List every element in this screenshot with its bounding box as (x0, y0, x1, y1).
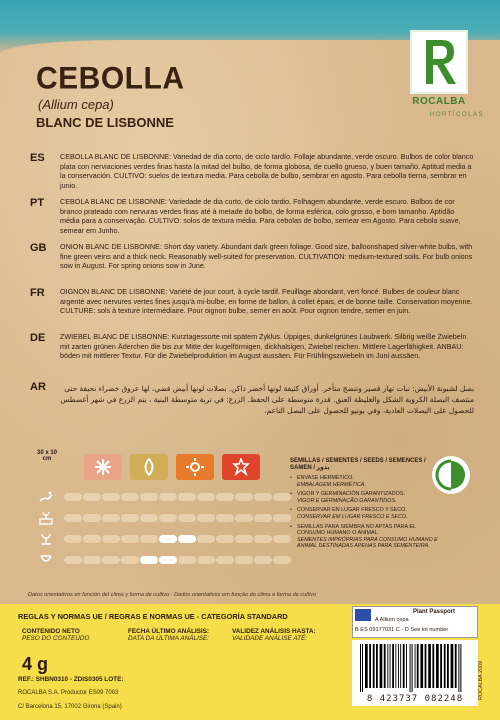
analysis-validity-label: VALIDEZ ANÁLISIS HASTA: VALIDADE ANÁLISE ATÉ: (232, 628, 316, 643)
side-code: ROCALBA 2009 (478, 661, 484, 700)
plant-passport-title: Plant Passport (413, 609, 456, 615)
sowing-calendar (36, 450, 291, 588)
calendar-month-cell (235, 514, 253, 522)
language-code: AR (30, 381, 46, 393)
barcode-bar (387, 644, 388, 688)
barcode-bar (412, 644, 413, 692)
barcode-bar (373, 644, 375, 688)
brand-logo (404, 30, 490, 122)
calendar-month-cell (102, 514, 120, 522)
barcode-bar (444, 644, 446, 688)
analysis-date-label: FECHA ÚLTIMO ANÁLISIS: DATA DA ÚLTIMA ANÁLISE: (128, 628, 210, 643)
description-fr (30, 287, 475, 316)
description-text: CEBOLLA BLANC DE LISBONNE: Variedad de día corto, de ciclo tardío. Follaje abundante, verde oscuro. Bulbos de color blanco plata con nerviaciones verdes finas hasta la mitad del bulbo, de forma globosa, de cuello grueso, y buen tamaño. Aptitud media a la conservación. CULTIVO: suelos de textura media. Para cebolla de bulbo, sembrar en agosto. Para cebolla tierna, sembrar en junio. (60, 152, 474, 191)
barcode-bar (451, 644, 454, 688)
barcode-bar (390, 644, 391, 688)
barcode-number: 8 423737 082248 (366, 694, 464, 704)
transplant-icon (36, 530, 56, 547)
calendar-month-cell (121, 514, 139, 522)
calendar-month-cell (197, 493, 215, 501)
calendar-month-cell (216, 556, 234, 564)
barcode-bar (369, 644, 371, 688)
barcode (352, 640, 478, 706)
seeds-info-item: • SEMILLAS PARA SIEMBRA NO APTAS PARA EL CONSUMO HUMANO O ANIMAL. SEMENTES IMPRÓPRIAS PARA CONSUMO HUMANO E ANIMAL DESTINADAS APENAS PARA SEMENTEIRA. (290, 524, 440, 550)
barcode-bar (425, 644, 427, 688)
plant-spacing: 30 x 10 cm (36, 450, 58, 462)
net-content-label: CONTENIDO NETO PESO DO CONTEÚDO (22, 628, 90, 643)
barcode-bar (392, 644, 394, 688)
calendar-row (36, 488, 291, 505)
barcode-bar (360, 644, 361, 692)
brand-name: ROCALBA (412, 96, 466, 107)
calendar-month-cell (83, 556, 101, 564)
calendar-month-cell (216, 514, 234, 522)
description-ar: بصل لشبونة الأبيض: نبات نهار قصير وتنضج متأخر. أوراق كثيفة لونها أخضر داكن. بصلات لونها أبيض فضي، لها عروق خضراء نحيفة حتى منتصف البصلة الكروية الشكل والغليظة العنق. قدرة متوسطة على الحفظ. الزرع: في تربة متوسطة البنية ، يتم الزرع في شهر أغسطس للحصول على البصلات العادية، وفي يونيو للحصول على البصل الناعم. (60, 384, 474, 415)
calendar-month-cell (197, 535, 215, 543)
net-weight: 4 g (22, 654, 49, 674)
barcode-bar (376, 644, 378, 688)
calendar-month-cell (64, 535, 82, 543)
climate-icons (84, 454, 260, 480)
calendar-month-cell (254, 535, 272, 543)
calendar-month-cell (178, 514, 196, 522)
language-code: GB (30, 242, 47, 254)
calendar-row (36, 509, 291, 526)
calendar-month-cell (235, 556, 253, 564)
calendar-month-cell (178, 493, 196, 501)
calendar-month-cell (83, 535, 101, 543)
barcode-bar (432, 644, 434, 688)
seeds-info-item: • VIGOR Y GERMINACIÓN GARANTIZADOS. VIGOR E GERMINAÇÃO GARANTIDOS. (290, 491, 440, 504)
calendar-month-cell (178, 556, 196, 564)
calendar-month-cell (235, 535, 253, 543)
calendar-month-cell (178, 535, 196, 543)
calendar-month-cell (64, 514, 82, 522)
barcode-bar (410, 644, 411, 692)
calendar-month-cell (121, 493, 139, 501)
description-pt (30, 197, 475, 236)
hot-climate-icon (222, 454, 260, 480)
company-address: C/ Barcelona 15, 17002 Girona (Spain) (18, 704, 122, 710)
warm-climate-icon (176, 454, 214, 480)
harvest-icon (36, 551, 56, 568)
barcode-bar (428, 644, 431, 688)
barcode-bar (455, 644, 457, 688)
seeds-info-title: SEMILLAS / SEMENTES / SEEDS / SEMENCES / SAMEN / بذور (290, 458, 426, 471)
calendar-month-cell (273, 535, 291, 543)
description-gb (30, 242, 475, 271)
language-code: FR (30, 287, 45, 299)
barcode-bar (420, 644, 423, 688)
calendar-row (36, 551, 291, 568)
plant-passport-line: A Allium cepa (375, 617, 409, 623)
calendar-month-cell (159, 535, 177, 543)
logo-r-icon (410, 30, 468, 94)
barcode-bar (436, 644, 439, 688)
company-line: ROCALBA S.A. Productor ES09 7003 (18, 690, 119, 696)
barcode-bar (406, 644, 407, 688)
seeds-info-item: • ENVASE HERMÉTICO. EMBALAGEM HERMÉTICA. (290, 475, 440, 488)
calendar-month-cell (64, 493, 82, 501)
barcode-bar (365, 644, 368, 688)
language-code: PT (30, 197, 45, 209)
barcode-bar (362, 644, 363, 692)
calendar-month-cell (140, 514, 158, 522)
seeds-info (290, 458, 440, 553)
calendar-month-cell (102, 535, 120, 543)
product-variety: BLANC DE LISBONNE (36, 115, 174, 130)
barcode-bar (447, 644, 449, 688)
calendar-month-cell (102, 493, 120, 501)
calendar-month-cell (254, 514, 272, 522)
barcode-bar (384, 644, 386, 688)
description-es (30, 152, 475, 191)
sowing-hand-icon (36, 488, 56, 505)
language-code: DE (30, 332, 46, 344)
description-text: ONION BLANC DE LISBONNE: Short day variety. Abundant dark green foliage. Good size, balloonshaped silver-white bulbs, with fine green veins and a thick neck. Reasonably well-suited for preservation. CULTIVATION: medium-textured soils. For bulb onions sow in August. For spring onions sow in June. (60, 242, 473, 271)
calendar-month-cell (83, 514, 101, 522)
calendar-month-cell (273, 556, 291, 564)
language-code: ES (30, 152, 45, 164)
barcode-bars (356, 644, 474, 694)
reference-code: REF.: SHBN0310 - ZDIS0305 LOTE: (18, 676, 124, 683)
temperate-climate-icon (130, 454, 168, 480)
barcode-bar (417, 644, 419, 688)
plant-passport (352, 606, 478, 638)
calendar-month-cell (159, 493, 177, 501)
description-text: CEBOLA BLANC DE LISBONNE: Variedade de dia curto, de ciclo tardio. Folhagem abundante, verde escuro. Bolbos de cor branco prateado com nervuras verdes finas até à metade do bolbo, de forma esférica, colo grosso, e bom tamanho. Aptidão média para a conservação. CULTIVO: solos de textura média. Para cebolas de bolbo, semear em Agosto. Para cebola suave, semear em Junho. (60, 197, 461, 236)
barcode-bar (380, 644, 383, 688)
plant-passport-line: B ES 09177031 C - D See lot number (355, 627, 449, 633)
calendar-month-cell (254, 493, 272, 501)
calendar-month-cell (140, 493, 158, 501)
product-title: CEBOLLA (36, 61, 185, 96)
description-ar-code (30, 381, 60, 393)
eu-flag-icon (355, 609, 371, 621)
calendar-month-cell (140, 556, 158, 564)
calendar-month-cell (140, 535, 158, 543)
calendar-month-cell (273, 514, 291, 522)
barcode-bar (400, 644, 401, 688)
calendar-month-cell (235, 493, 253, 501)
calendar-row (36, 530, 291, 547)
barcode-bar (398, 644, 399, 688)
barcode-bar (395, 644, 396, 688)
description-de (30, 332, 475, 361)
calendar-month-cell (121, 556, 139, 564)
calendar-month-cell (216, 535, 234, 543)
calendar-month-cell (159, 556, 177, 564)
description-text: ZWIEBEL BLANC DE LISBONNE: Kurztagessorte mit spätem Zyklus. Üppiges, dunkelgrünes Laubwerk. Silbrig weiße Zwiebeln mit zarten grünen Äderchen die bis zur Mitte der kugelförmigen, dickhalsigen, Zwiebel reichen. Mittlere Lagerfähigkeit. ANBAU: böden mit mittlerer Textur. Für die Zwiebelproduktion im August aussäen. Für Frühlingszwiebeln im Juni aussäen. (60, 332, 467, 361)
green-dot-recycling-icon (432, 456, 470, 494)
calendar-grid (36, 488, 291, 572)
calendar-month-cell (197, 556, 215, 564)
calendar-month-cell (159, 514, 177, 522)
calendar-month-cell (102, 556, 120, 564)
barcode-bar (415, 644, 416, 688)
calendar-month-cell (216, 493, 234, 501)
barcode-bar (458, 644, 459, 692)
calendar-month-cell (273, 493, 291, 501)
seeds-info-item: • CONSERVAR EN LUGAR FRESCO Y SECO. CONSERVAR EM LUGAR FRESCO E SECO. (290, 507, 440, 520)
brand-subtitle: HORTÍCOLAS (430, 112, 484, 118)
calendar-month-cell (197, 514, 215, 522)
barcode-bar (440, 644, 442, 688)
footnote: Datos orientativos en función del clima y forma de cultivo · Dados orientativos em função do clima e forma de cultivo (28, 592, 317, 598)
product-latin-name: (Allium cepa) (38, 97, 114, 112)
calendar-month-cell (121, 535, 139, 543)
regulations-text: REGLAS Y NORMAS UE / REGRAS E NORMAS UE - CATEGORÍA STANDARD (18, 612, 288, 621)
seedbed-icon (36, 509, 56, 526)
barcode-bar (460, 644, 461, 692)
calendar-month-cell (83, 493, 101, 501)
calendar-month-cell (64, 556, 82, 564)
cold-climate-icon (84, 454, 122, 480)
description-text: OIGNON BLANC DE LISBONNE: Variété de jour court, à cycle tardif. Feuillage abondant, vert foncé. Bulbes de couleur blanc argenté avec nervures vertes fines jusqu'à mi-bulbe, en forme de ballon, à collet épais, et de bonne taille. Conservation moyenne. CULTURE: sols à texture intermédiaire. Pour oignon bulbe, semer en août. Pour oignon tendre, semer en juin. (60, 287, 473, 316)
calendar-month-cell (254, 556, 272, 564)
barcode-bar (403, 644, 405, 688)
